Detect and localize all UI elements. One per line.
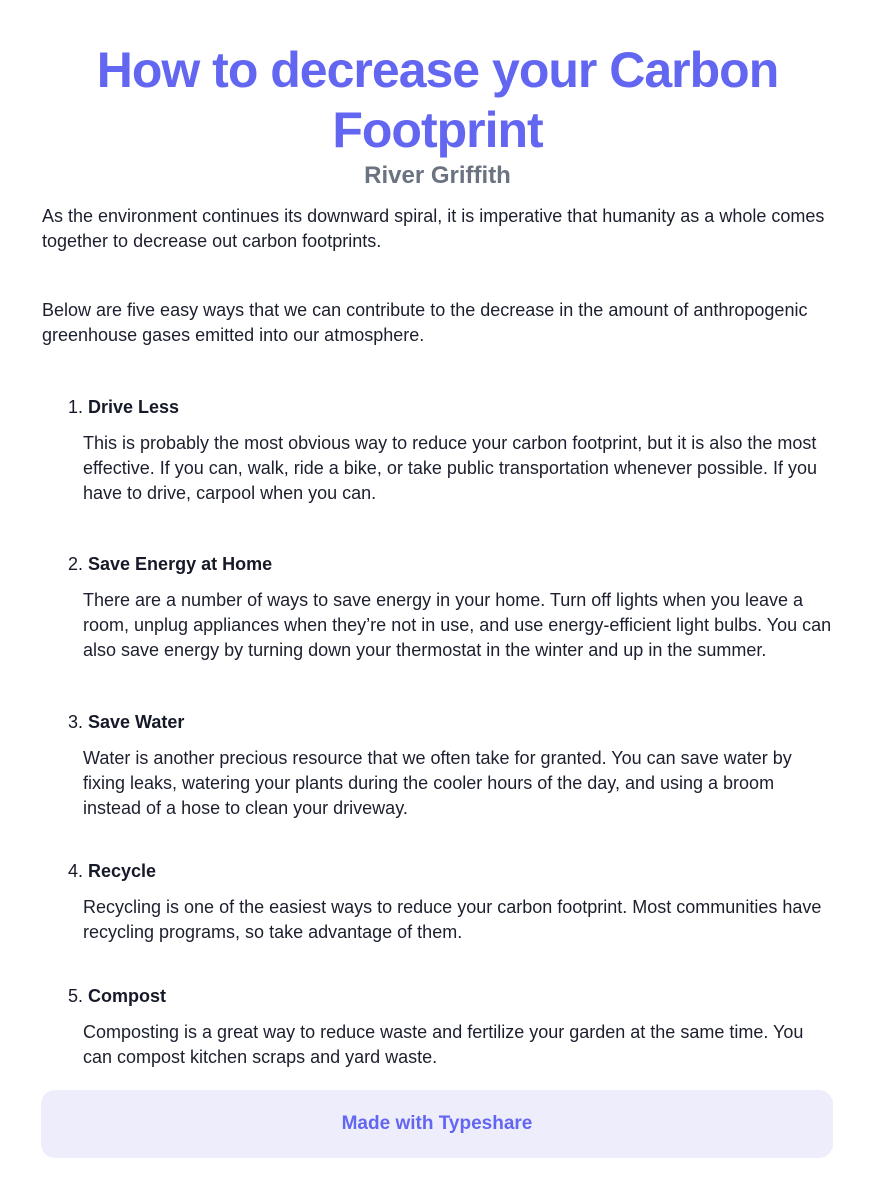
list-item-heading — [42, 710, 832, 734]
list-item — [42, 395, 832, 506]
list-item-heading — [42, 395, 832, 419]
page-title: How to decrease your Carbon Footprint — [96, 42, 779, 158]
list-item-heading — [42, 552, 832, 576]
list-item-heading — [42, 984, 832, 1008]
intro-paragraph: Below are five easy ways that we can contribute to the decrease in the amount of anthropogenic greenhouse gases emitted into our atmosphere. — [42, 300, 808, 345]
list-item-body: Water is another precious resource that we often take for granted. You can save water by fixing leaks, watering your plants during the cooler hours of the day, and using a broom instead of a hose to clean your driveway. — [83, 748, 792, 818]
list-item-number: 3. — [67, 712, 83, 732]
list-item-number: 5. — [67, 986, 83, 1006]
list-item-body: This is probably the most obvious way to reduce your carbon footprint, but it is also the most effective. If you can, walk, ride a bike, or take public transportation whenever possible. If you have to drive, carpool when you can. — [83, 433, 818, 503]
list-item-title: Recycle — [88, 861, 157, 881]
list-item — [42, 710, 832, 821]
made-with-typeshare-link[interactable] — [41, 1090, 833, 1158]
list-item-heading — [42, 859, 832, 883]
list-item-title: Save Water — [88, 712, 185, 732]
list-item-number: 1. — [67, 397, 83, 417]
list-item — [42, 552, 832, 663]
footer-label: Made with Typeshare — [341, 1113, 533, 1134]
list-item-title: Drive Less — [88, 397, 180, 417]
list-item-body: There are a number of ways to save energy in your home. Turn off lights when you leave a room, unplug appliances when they’re not in use, and use energy-efficient light bulbs. You can also save energy by turning down your thermostat in the winter and up in the summer. — [83, 590, 832, 660]
list-item-body: Composting is a great way to reduce waste and fertilize your garden at the same time. You can compost kitchen scraps and yard waste. — [83, 1022, 804, 1067]
list-item — [42, 859, 832, 945]
list-item — [42, 984, 832, 1070]
intro-paragraph: As the environment continues its downward spiral, it is imperative that humanity as a whole comes together to decrease out carbon footprints. — [42, 206, 825, 251]
list-item-title: Compost — [88, 986, 167, 1006]
list-item-number: 4. — [67, 861, 83, 881]
list-item-title: Save Energy at Home — [88, 554, 273, 574]
author-name: River Griffith — [364, 162, 511, 189]
list-item-number: 2. — [67, 554, 83, 574]
list-item-body: Recycling is one of the easiest ways to reduce your carbon footprint. Most communities have recycling programs, so take advantage of them. — [83, 897, 822, 942]
